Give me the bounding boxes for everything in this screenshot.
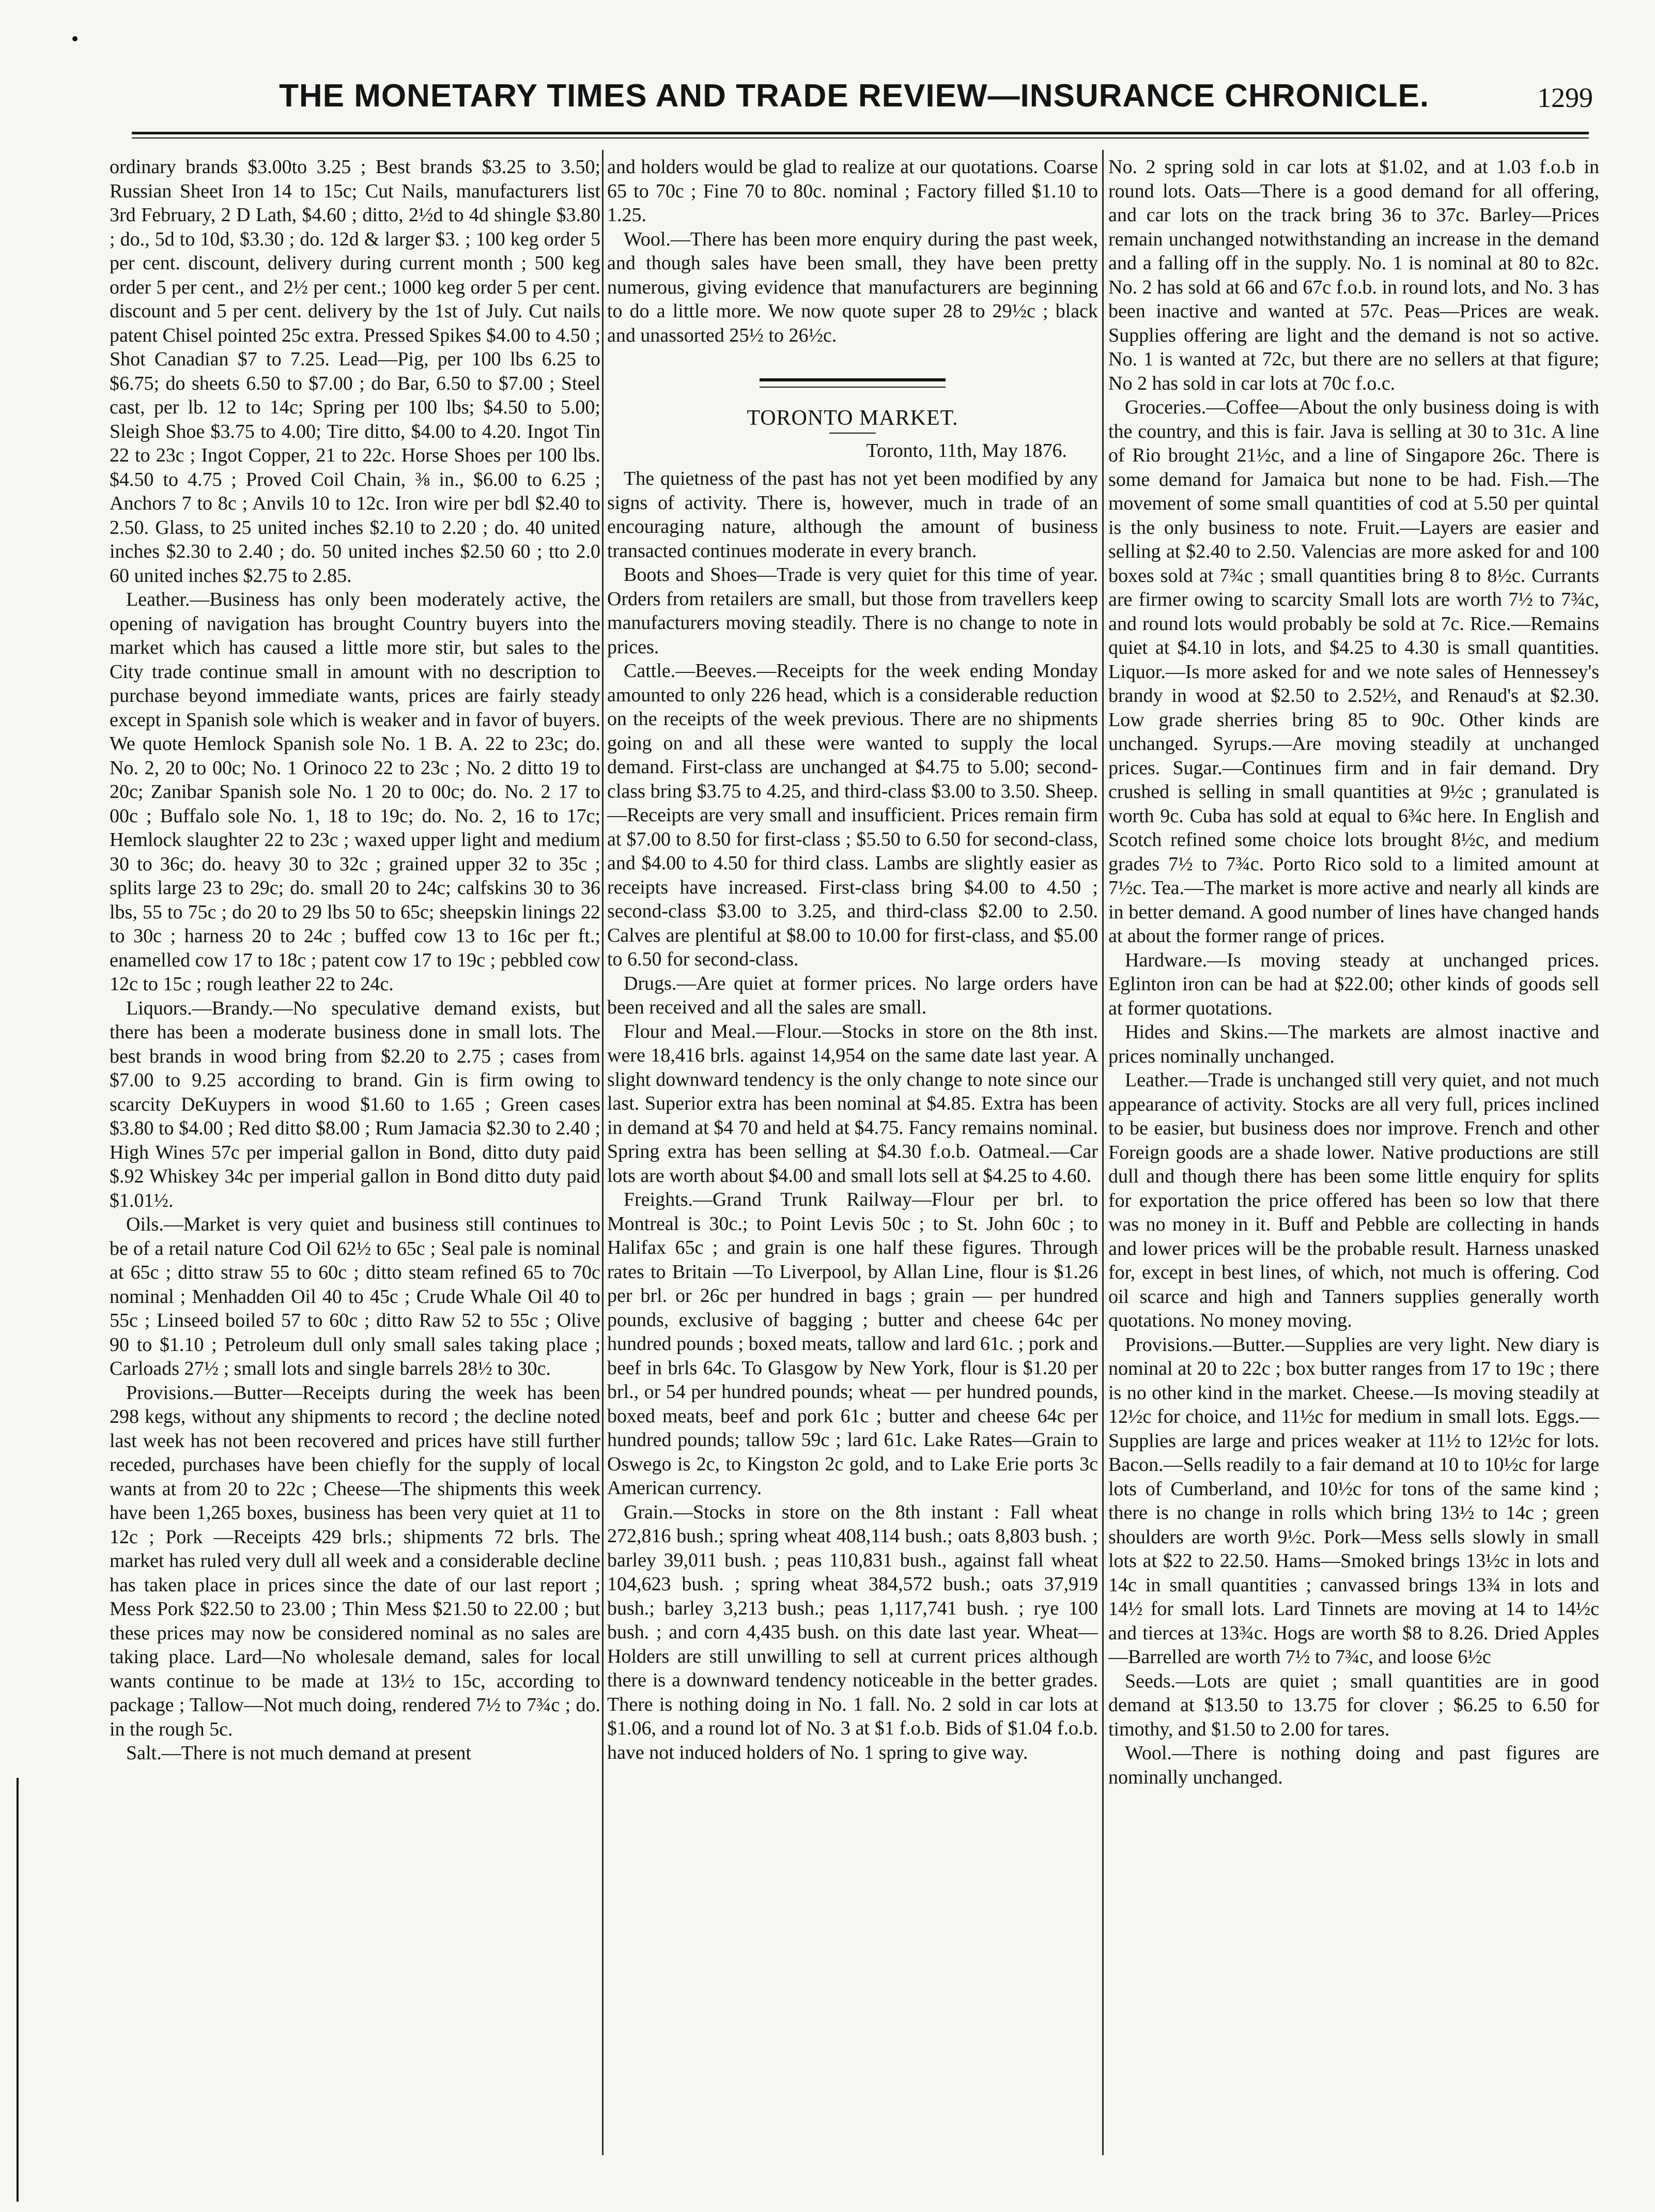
page-number: 1299 [1537,82,1593,113]
margin-bar [17,1778,19,2202]
section-title: TORONTO MARKET. [747,406,958,430]
short-rule [829,433,876,434]
column-2 [607,155,1098,2150]
paragraph-wool-toronto: Wool.—There is nothing doing and past figures are nominally unchanged. [1108,1742,1599,1788]
paragraph-liquors: Liquors.—Brandy.—No speculative demand exists, but there has been a moderate business done in small lots. The best brands in wood bring from $2.20 to 2.75 ; cases from $7.00 to 9.25 according to brand. Gin is firm owing to scarcity DeKuypers in wood $1.60 to 1.65 ; Green cases $3.80 to $4.00 ; Red ditto $8.00 ; Rum Jamacia $2.30 to 2.40 ; High Wines 57c per imperial gallon in Bond, ditto duty paid $.92 Whiskey 34c per imperial gallon in Bond ditto duty paid $1.01½. [110,997,600,1211]
paragraph-leather-toronto: Leather.—Trade is unchanged still very quiet, and not much appearance of activity. Stocks are all very full, prices inclined to be easier, but business does nor improve. French and other Foreign goods are a shade lower. Native productions are still dull and though there has been some little enquiry for splits for exportation the price offered has been so low that there was no money in it. Buff and Pebble are collecting in hands and lower prices will be the probable result. Harness unasked for, except in best lines, of which, not much is offering. Cod oil scarce and high and Tanners supplies generally worth quotations. No money moving. [1108,1069,1599,1331]
paragraph-hides-skins: Hides and Skins.—The markets are almost inactive and prices nominally unchanged. [1108,1021,1599,1067]
column-3 [1108,155,1599,2150]
paragraph-oils: Oils.—Market is very quiet and business still continues to be of a retail nature Cod Oil 62½ to 65c ; Seal pale is nominal at 65c ; ditto straw 55 to 60c ; ditto steam refined 65 to 70c nominal ; Menhadden Oil 40 to 45c ; Crude Whale Oil 40 to 55c ; Linseed boiled 57 to 60c ; ditto Raw 52 to 55c ; Olive 90 to $1.10 ; Petroleum dull only small sales taking place ; Carloads 27½ ; small lots and single barrels 28½ to 30c. [110,1213,600,1379]
page-header [0,78,1655,119]
paragraph-seeds: Seeds.—Lots are quiet ; small quantities are in good demand at $13.50 to 13.75 for clover ; $6.25 to 6.50 for timothy, and $1.50 to 2.00 for tares. [1108,1670,1599,1740]
paragraph-grain: Grain.—Stocks in store on the 8th instant : Fall wheat 272,816 bush.; spring wheat 408,114 bush.; oats 8,803 bush. ; barley 39,011 bush. ; peas 110,831 bush., against fall wheat 104,623 bush. ; spring wheat 384,572 bush.; oats 37,919 bush.; barley 3,213 bush.; peas 1,117,741 bush. ; rye 100 bush. ; and corn 4,435 bush. on this date last year. Wheat—Holders are still unwilling to sell at current prices although there is a downward tendency noticeable in the better grades. There is nothing doing in No. 1 fall. No. 2 sold in car lots at $1.06, and a round lot of No. 3 at $1 f.o.b. Bids of $1.04 f.o.b. have not induced holders of No. 1 spring to give way. [607,1501,1098,1763]
paragraph-drugs: Drugs.—Are quiet at former prices. No large orders have been received and all the sales are small. [607,972,1098,1018]
paragraph-provisions-toronto: Provisions.—Butter.—Supplies are very light. New diary is nominal at 20 to 22c ; box butter ranges from 17 to 19c ; there is no other kind in the market. Cheese.—Is moving steadily at 12½c for choice, and 11½c for medium in small lots. Eggs.—Supplies are large and prices weaker at 11½ to 12½c for lots. Bacon.—Sells readily to a fair demand at 10 to 10½c for large lots of Cumberland, and 10½c for tons of the same kind ; there is no change in rolls which bring 13½ to 14c ; green shoulders are worth 9½c. Pork—Mess sells slowly in small lots at $22 to 22.50. Hams—Smoked brings 13½c in lots and 14c in small quantities ; canvassed brings 13¾ in lots and 14½ for small lots. Lard Tinnets are moving at 14 to 14½c and tierces at 13¾c. Hogs are worth $8 to 8.26. Dried Apples —Barrelled are worth 7½ to 7¾c, and loose 6½c [1108,1333,1599,1668]
column-1 [110,155,600,2150]
paragraph-hardware: Hardware.—Is moving steady at unchanged prices. Eglinton iron can be had at $22.00; other kinds of goods sell at former quotations. [1108,949,1599,1019]
dateline: Toronto, 11th, May 1876. [866,439,1067,462]
ink-speck [72,36,78,41]
paragraph-wool: Wool.—There has been more enquiry during the past week, and though sales have been small, they have been pretty numerous, giving evidence that manufacturers are beginning to do a little more. We now quote super 28 to 29½c ; black and unassorted 25½ to 26½c. [607,228,1098,346]
section-separator [760,378,946,388]
publication-title: THE MONETARY TIMES AND TRADE REVIEW—INSURANCE CHRONICLE. [279,78,1430,114]
paragraph-groceries: Groceries.—Coffee—About the only business doing is with the country, and this is fair. Java is selling at 30 to 31c. A line of Rio brought 21½c, and a line of Singapore 26c. There is some demand for Jamaica but none to be had. Fish.—The movement of some small quantities of cod at 5.50 per quintal is the only business to note. Fruit.—Layers are easier and selling at $2.40 to 2.50. Valencias are more asked for and 100 boxes sold at 7¾c ; small quantities bring 8 to 8½c. Currants are firmer owing to scarcity Small lots are worth 7½ to 7¾c, and round lots would probably be sold at 7c. Rice.—Remains quiet at $4.10 in lots, and $4.25 to 4.30 is small quantities. Liquor.—Is more asked for and we note sales of Hennessey's brandy in wood at $2.50 to 2.52½, and Renaud's at $2.30. Low grade sherries bring 85 to 90c. Other kinds are unchanged. Syrups.—Are moving steadily at unchanged prices. Sugar.—Continues firm and in fair demand. Dry crushed is selling in small quantities at 9½c ; granulated is worth 9c. Cuba has sold at equal to 6¾c here. In English and Scotch refined some choice lots brought 8½c, and medium grades 7½ to 7¾c. Porto Rico sold to a limited amount at 7½c. Tea.—The market is more active and nearly all kinds are in better demand. A good number of lines have changed hands at about the former range of prices. [1108,396,1599,947]
header-rule-thin [132,137,1589,139]
paragraph-flour-meal: Flour and Meal.—Flour.—Stocks in store on the 8th inst. were 18,416 brls. against 14,954 on the same date last year. A slight downward tendency is the only change to note since our last. Superior extra has been nominal at $4.85. Extra has been in demand at $4 70 and held at $4.75. Fancy remains nominal. Spring extra has been selling at $4.30 f.o.b. Oatmeal.—Car lots are worth about $4.00 and small lots sell at $4.25 to 4.60. [607,1020,1098,1187]
paragraph-provisions: Provisions.—Butter—Receipts during the week has been 298 kegs, without any shipments to record ; the decline noted last week has not been recovered and prices have still further receded, purchases have been chiefly for the supply of local wants at from 20 to 22c ; Cheese—The shipments this week have been 1,265 boxes, business has been very quiet at 11 to 12c ; Pork —Receipts 429 brls.; shipments 72 brls. The market has ruled very dull all week and a considerable decline has taken place in prices since the date of our last report ; Mess Pork $22.50 to 23.00 ; Thin Mess $21.50 to 22.00 ; but these prices may now be considered nominal as no sales are taking place. Lard—No wholesale demand, sales for local wants continue to be made at 13½ to 15c, according to package ; Tallow—Not much doing, rendered 7½ to 7¾c ; do. in the rough 5c. [110,1381,600,1740]
paragraph-salt-cont: and holders would be glad to realize at our quotations. Coarse 65 to 70c ; Fine 70 to 80c. nominal ; Factory filled $1.10 to 1.25. [607,156,1098,226]
paragraph-intro: The quietness of the past has not yet been modified by any signs of activity. There is, however, much in trade of an encouraging nature, although the amount of business transacted continues moderate in every branch. [607,468,1098,562]
paragraph-boots-shoes: Boots and Shoes—Trade is very quiet for this time of year. Orders from retailers are small, but those from travellers keep manufacturers moving steadily. There is no change to note in prices. [607,564,1098,658]
paragraph-grain-cont: No. 2 spring sold in car lots at $1.02, and at 1.03 f.o.b in round lots. Oats—There is a good demand for all offering, and car lots on the track bring 36 to 37c. Barley—Prices remain unchanged notwithstanding an increase in the demand and a falling off in the supply. No. 1 is nominal at 80 to 82c. No. 2 has sold at 66 and 67c f.o.b. in round lots, and No. 3 has been inactive and wanted at 57c. Peas—Prices are weak. Supplies offering are light and the demand is not so active. No. 1 is wanted at 72c, but there are no sellers at that figure; No 2 has sold in car lots at 70c f.o.c. [1108,156,1599,394]
paragraph-iron-prices: ordinary brands $3.00to 3.25 ; Best brands $3.25 to 3.50; Russian Sheet Iron 14 to 15c; Cut Nails, manufacturers list 3rd February, 2 D Lath, $4.60 ; ditto, 2½d to 4d shingle $3.80 ; do., 5d to 10d, $3.30 ; do. 12d & larger $3. ; 100 keg order 5 per cent. discount, delivery during current month ; 500 keg order 5 per cent., and 2½ per cent.; 1000 keg order 5 per cent. discount and 5 per cent. delivery by the 1st of July. Cut nails patent Chisel pointed 25c extra. Pressed Spikes $4.00 to 4.50 ; Shot Canadian $7 to 7.25. Lead—Pig, per 100 lbs 6.25 to $6.75; do sheets 6.50 to $7.00 ; do Bar, 6.50 to $7.00 ; Steel cast, per lb. 12 to 14c; Spring per 100 lbs; $4.50 to 5.00; Sleigh Shoe $3.75 to 4.00; Tire ditto, $4.00 to 4.20. Ingot Tin 22 to 23c ; Ingot Copper, 21 to 22c. Horse Shoes per 100 lbs. $4.50 to 4.75 ; Proved Coil Chain, ⅜ in., $6.00 to 6.25 ; Anchors 7 to 8c ; Anvils 10 to 12c. Iron wire per bdl $2.40 to 2.50. Glass, to 25 united inches $2.10 to 2.20 ; do. 40 united inches $2.30 to 2.40 ; do. 50 united inches $2.50 60 ; tto 2.0 60 united inches $2.75 to 2.85. [110,156,600,587]
header-rule-thick [132,132,1589,134]
paragraph-salt: Salt.—There is not much demand at present [126,1742,471,1764]
paragraph-cattle: Cattle.—Beeves.—Receipts for the week ending Monday amounted to only 226 head, which is a considerable reduction on the receipts of the week previous. There are no shipments going on and all these were wanted to supply the local demand. First-class are unchanged at $4.75 to 5.00; second-class bring $3.75 to 4.25, and third-class $3.00 to 3.50. Sheep.—Receipts are very small and insufficient. Prices remain firm at $7.00 to 8.50 for first-class ; $5.50 to 6.50 for second-class, and $4.00 to 4.50 for third class. Lambs are slightly easier as receipts have increased. First-class bring $4.00 to 4.50 ; second-class $3.00 to 3.25, and third-class $2.00 to 2.50. Calves are plentiful at $8.00 to 10.00 for first-class, and $5.00 to 6.50 for second-class. [607,660,1098,970]
column-divider [602,150,604,2155]
paragraph-freights: Freights.—Grand Trunk Railway—Flour per brl. to Montreal is 30c.; to Point Levis 50c ; to St. John 60c ; to Halifax 65c ; and grain is one half these figures. Through rates to Britain —To Liverpool, by Allan Line, flour is $1.26 per brl. or 26c per hundred in bags ; grain — per hundred pounds, exclusive of bagging ; butter and cheese 64c per hundred pounds ; boxed meats, tallow and lard 61c. ; pork and beef in brls 64c. To Glasgow by New York, flour is $1.20 per brl., or 54 per hundred pounds; wheat — per hundred pounds, boxed meats, beef and pork 61c ; butter and cheese 64c per hundred pounds; tallow 59c ; lard 61c. Lake Rates—Grain to Oswego is 2c, to Kingston 2c gold, and to Lake Erie ports 3c American currency. [607,1189,1098,1499]
column-divider [1102,150,1104,2155]
paragraph-leather: Leather.—Business has only been moderately active, the opening of navigation has brought Country buyers into the market which has caused a little more stir, but sales to the City trade continue small in amount with no description to purchase beyond immediate wants, prices are fairly steady except in Spanish sole which is weaker and in favor of buyers. We quote Hemlock Spanish sole No. 1 B. A. 22 to 23c; do. No. 2, 20 to 00c; No. 1 Orinoco 22 to 23c ; No. 2 ditto 19 to 20c; Zanibar Spanish sole No. 1 20 to 00c; do. No. 2 17 to 00c ; Buffalo sole No. 1, 18 to 19c; do. No. 2, 16 to 17c; Hemlock slaughter 22 to 23c ; waxed upper light and medium 30 to 36c; do. heavy 30 to 32c ; grained upper 32 to 35c ; splits large 23 to 29c; do. small 20 to 24c; calfskins 30 to 36 lbs, 55 to 75c ; do 20 to 29 lbs 50 to 65c; sheepskin linings 22 to 30c ; harness 20 to 24c ; buffed cow 13 to 16c per ft.; enamelled cow 17 to 18c ; patent cow 17 to 19c ; pebbled cow 12c to 15c ; rough leather 22 to 24c. [110,589,600,995]
